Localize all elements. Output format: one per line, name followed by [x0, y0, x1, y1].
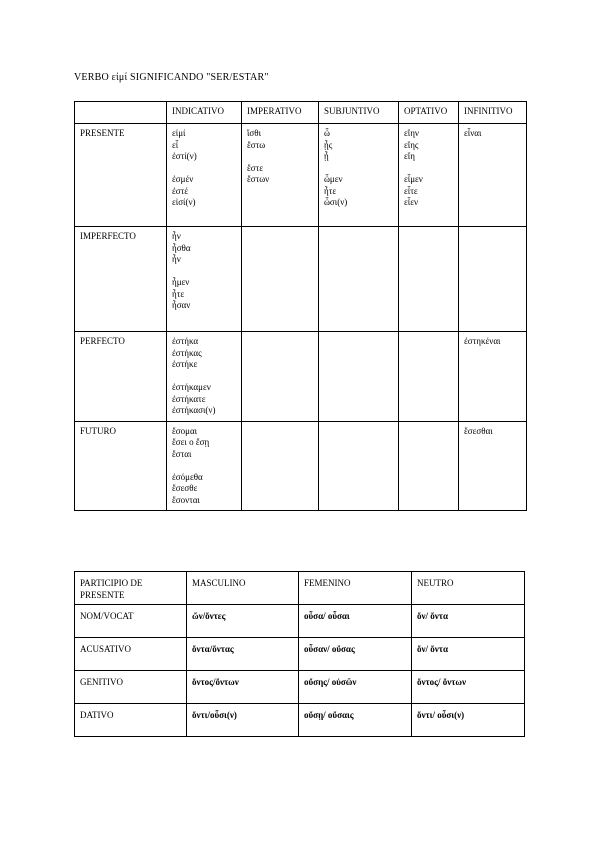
table-row — [75, 421, 527, 511]
optativo-cell — [399, 421, 459, 511]
verb-form: ἦτε — [172, 288, 185, 299]
verb-form: ἐστήκας — [172, 347, 202, 358]
table-row — [75, 124, 527, 227]
table-header-row — [75, 572, 525, 605]
header-cell-neutro: NEUTRO — [412, 572, 525, 605]
table-row — [75, 638, 525, 671]
line-spacer — [404, 163, 453, 175]
verb-form: εἰσί(ν) — [172, 197, 196, 207]
infinitivo-cell — [459, 124, 527, 227]
header-cell-imperativo: IMPERATIVO — [242, 102, 319, 124]
verb-form: ἐστήκα — [172, 336, 199, 346]
line-spacer — [324, 163, 393, 175]
subjuntivo-cell — [319, 227, 399, 332]
masculino-cell: ὄντα/ὄντας — [187, 638, 299, 671]
femenino-cell: οὔσης/ οὐσῶν — [299, 671, 412, 704]
participle-table — [74, 571, 525, 737]
indicativo-cell — [167, 227, 242, 332]
verb-form: ἐστηκέναι — [464, 336, 501, 346]
subjuntivo-cell — [319, 421, 399, 511]
imperativo-cell — [242, 332, 319, 422]
verb-form: εἴη — [404, 151, 415, 161]
verb-form: ὦσι(ν) — [324, 197, 348, 207]
line-spacer — [172, 371, 236, 383]
line-spacer — [172, 266, 236, 278]
verb-form: εἶεν — [404, 197, 419, 207]
case-label: NOM/VOCAT — [75, 605, 187, 638]
header-cell-participio: PARTICIPIO DE PRESENTE — [75, 572, 187, 605]
femenino-cell: οὔσῃ/ οὔσαις — [299, 704, 412, 737]
verb-form: ἔστων — [247, 174, 270, 184]
neutro-cell: ὄντι/ οὖσι(ν) — [412, 704, 525, 737]
verb-form: εἰμί — [172, 128, 186, 138]
indicativo-cell — [167, 124, 242, 227]
indicativo-cell — [167, 421, 242, 511]
verb-conjugation-table — [74, 101, 527, 511]
header-cell-optativo: OPTATIVO — [399, 102, 459, 124]
verb-form: ἐσμέν — [172, 174, 194, 184]
tense-label: IMPERFECTO — [75, 227, 167, 332]
header-cell-indicativo: INDICATIVO — [167, 102, 242, 124]
neutro-cell: ὄν/ ὄντα — [412, 638, 525, 671]
verb-form: ἦτε — [324, 185, 337, 196]
case-label: DATIVO — [75, 704, 187, 737]
femenino-cell: οὖσα/ οὖσαι — [299, 605, 412, 638]
line-spacer — [172, 163, 236, 175]
verb-form: εἴην — [404, 128, 419, 138]
verb-form: ἔσονται — [172, 494, 200, 505]
page-title: VERBO εἰμί SIGNIFICANDO "SER/ESTAR" — [74, 72, 269, 83]
optativo-cell — [399, 124, 459, 227]
verb-form: ἔσομαι — [172, 425, 198, 436]
neutro-cell: ὄν/ ὄντα — [412, 605, 525, 638]
verb-form: ἔστω — [247, 139, 266, 150]
table-row — [75, 704, 525, 737]
verb-form: ἦσαν — [172, 300, 191, 310]
subjuntivo-cell — [319, 332, 399, 422]
verb-form: εἶναι — [464, 128, 482, 138]
verb-form: ὦμεν — [324, 174, 343, 184]
verb-form: ἐστήκατε — [172, 393, 206, 404]
table-row — [75, 605, 525, 638]
table-header-row — [75, 102, 527, 124]
line-spacer — [247, 151, 313, 163]
verb-form: ἐσόμεθα — [172, 471, 203, 482]
masculino-cell: ὄντι/οὖσι(ν) — [187, 704, 299, 737]
verb-form: εἶτε — [404, 185, 418, 196]
imperativo-cell — [242, 421, 319, 511]
verb-form: ἐστήκασι(ν) — [172, 405, 216, 415]
header-cell-infinitivo: INFINITIVO — [459, 102, 527, 124]
verb-form: ἐστήκε — [172, 359, 198, 369]
table-row — [75, 227, 527, 332]
tense-label: FUTURO — [75, 421, 167, 511]
line-spacer — [172, 460, 236, 472]
optativo-cell — [399, 332, 459, 422]
verb-form: ἔσται — [172, 448, 192, 459]
infinitivo-cell — [459, 227, 527, 332]
table-row — [75, 332, 527, 422]
case-label: ACUSATIVO — [75, 638, 187, 671]
infinitivo-cell — [459, 332, 527, 422]
optativo-cell — [399, 227, 459, 332]
verb-form: ἦν — [172, 254, 181, 264]
verb-form: ᾖ — [324, 151, 329, 161]
header-cell-empty — [75, 102, 167, 124]
verb-form: ἦν — [172, 231, 181, 241]
verb-form: εἶμεν — [404, 174, 423, 184]
subjuntivo-cell — [319, 124, 399, 227]
masculino-cell: ὤν/ὄντες — [187, 605, 299, 638]
header-cell-subjuntivo: SUBJUNTIVO — [319, 102, 399, 124]
verb-form: ὦ — [324, 128, 330, 138]
verb-form: εἴης — [404, 139, 419, 150]
verb-form: εἶ — [172, 139, 179, 150]
verb-form: ᾖς — [324, 139, 333, 150]
tense-label: PRESENTE — [75, 124, 167, 227]
neutro-cell: ὄντος/ ὄντων — [412, 671, 525, 704]
verb-form: ἐστί(ν) — [172, 151, 197, 161]
imperativo-cell — [242, 124, 319, 227]
infinitivo-cell — [459, 421, 527, 511]
case-label: GENITIVO — [75, 671, 187, 704]
indicativo-cell — [167, 332, 242, 422]
header-cell-masculino: MASCULINO — [187, 572, 299, 605]
verb-form: ἦμεν — [172, 277, 190, 287]
table-row — [75, 671, 525, 704]
verb-form: ἔσει o ἔσῃ — [172, 437, 210, 447]
masculino-cell: ὄντος/ὄντων — [187, 671, 299, 704]
verb-form: ἐστέ — [172, 185, 189, 196]
verb-form: ἴσθι — [247, 128, 262, 138]
verb-form: ἐστήκαμεν — [172, 382, 211, 392]
header-cell-femenino: FEMENINO — [299, 572, 412, 605]
imperativo-cell — [242, 227, 319, 332]
verb-form: ἔστε — [247, 162, 264, 173]
verb-form: ἦσθα — [172, 242, 191, 253]
tense-label: PERFECTO — [75, 332, 167, 422]
verb-form: ἔσεσθαι — [464, 425, 493, 436]
verb-form: ἔσεσθε — [172, 483, 198, 493]
femenino-cell: οὖσαν/ οὔσας — [299, 638, 412, 671]
